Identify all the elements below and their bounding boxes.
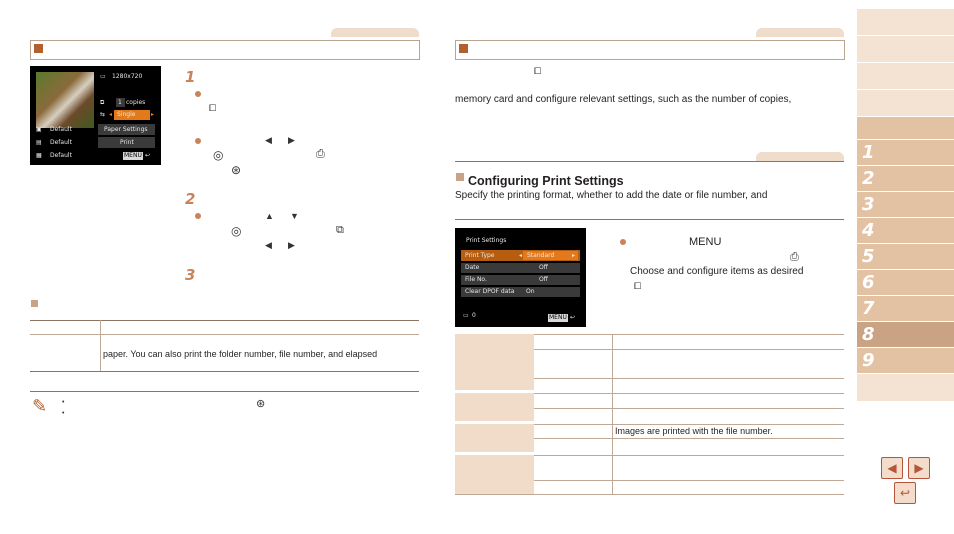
choose-text: Choose and configure items as desired [630, 266, 804, 277]
up-key-icon: ▲ [265, 211, 274, 221]
left-section-bar [30, 40, 420, 60]
copies-count: 1 [118, 99, 122, 106]
left-key-icon-2: ◀ [265, 240, 272, 250]
left-table-line [30, 334, 419, 335]
default-1: Default [50, 126, 72, 133]
next-page-button[interactable]: ▶ [908, 457, 930, 479]
section-square-icon [34, 44, 43, 53]
table-shade-3 [455, 424, 534, 452]
func-set-icon: ⊛ [231, 163, 242, 177]
nav-chapter-7[interactable] [857, 295, 954, 321]
right-tab-header-2 [756, 152, 844, 161]
date-icon: ▣ [36, 126, 42, 133]
step-1-bullet-b [195, 138, 201, 144]
nav-tab-index[interactable] [857, 373, 954, 401]
step-3-number: 3 [185, 266, 196, 284]
right-table-line-4 [534, 393, 844, 394]
subsection-line [455, 161, 844, 162]
return-icon: ↩ [145, 152, 151, 159]
right-table-divider [612, 334, 613, 494]
print-type-label: Print Type [465, 252, 495, 259]
chapter-5-label: 5 [862, 246, 875, 267]
right-table-line-8 [534, 455, 844, 456]
return-icon-right: ↩ [570, 314, 576, 321]
table-shade-4 [455, 455, 534, 495]
control-dial-icon: ◎ [213, 148, 224, 162]
nav-tab-basic[interactable] [857, 35, 954, 62]
right-table-row-text: Images are printed with the file number. [615, 426, 773, 436]
note-top-line [30, 391, 419, 392]
left-table-bottom-line [30, 371, 419, 372]
nav-tab-chapters-header[interactable] [857, 116, 954, 139]
right-table-bottom-line [455, 494, 844, 495]
print-settings-icon: ⧉ [336, 224, 344, 236]
intro-line: memory card and configure relevant settings, such as the number of copies, [455, 94, 792, 105]
print-label: Print [120, 139, 134, 146]
chapter-8-label: 8 [862, 324, 875, 345]
print-type-value: Standard [527, 252, 555, 259]
nav-chapter-1[interactable] [857, 139, 954, 165]
step-2-number: 2 [185, 190, 196, 208]
nav-chapter-4[interactable] [857, 217, 954, 243]
return-button[interactable]: ↩ [894, 482, 916, 504]
camera-print-screen [30, 66, 161, 165]
chapter-1-label: 1 [862, 142, 875, 163]
right-table-line-6 [534, 424, 844, 425]
clear-dpof-label: Clear DPOF data [465, 288, 515, 295]
step-1-bullet-a [195, 91, 201, 97]
chapter-3-label: 3 [862, 194, 875, 215]
nav-chapter-8[interactable] [857, 321, 954, 347]
print-icon-right: ⎙ [790, 251, 799, 263]
nav-chapter-5[interactable] [857, 243, 954, 269]
copies-label: copies [126, 99, 146, 106]
menu-title: Print Settings [466, 237, 507, 244]
book-ref-icon: ⧠ [209, 103, 217, 113]
right-section-bar [455, 40, 845, 60]
right-arrow-icon: ▸ [151, 111, 155, 118]
print-icon: ⎙ [316, 148, 325, 160]
book-ref-icon-right: ⧠ [534, 66, 542, 76]
date-value: Off [539, 264, 548, 271]
image-size-icon: ▭ [100, 73, 106, 80]
menu-step-bullet [620, 239, 626, 245]
func-set-icon-note: ⊛ [256, 398, 266, 410]
image-size-label: 1280x720 [112, 73, 143, 80]
control-dial-icon-2: ◎ [231, 224, 242, 238]
right-table-line-1 [534, 334, 844, 335]
menu-key-label: MENU [689, 236, 722, 248]
book-ref-icon-right-2: ⧠ [634, 281, 642, 291]
default-3: Default [50, 152, 72, 159]
left-key-icon: ◀ [265, 135, 272, 145]
right-key-icon: ▶ [288, 135, 295, 145]
table-shade-1 [455, 334, 534, 390]
left-tab-header [331, 28, 419, 37]
left-table-divider [100, 320, 101, 371]
print-count-icon: ▭ [463, 312, 469, 319]
note-bullet-2: • [62, 410, 65, 417]
copies-icon: ⧉ [100, 99, 105, 106]
prev-page-button[interactable]: ◀ [881, 457, 903, 479]
right-table-line-3 [534, 378, 844, 379]
chapter-4-label: 4 [862, 220, 875, 241]
down-key-icon: ▼ [290, 211, 299, 221]
chapter-6-label: 6 [862, 272, 875, 293]
print-type-left-arrow: ◂ [519, 252, 523, 259]
right-key-icon-2: ▶ [288, 240, 295, 250]
right-table-line-2 [534, 349, 844, 350]
file-no-value: Off [539, 276, 548, 283]
nav-chapter-9[interactable] [857, 347, 954, 373]
left-table-top-line [30, 320, 419, 321]
layout-icon: ⇆ [100, 111, 106, 118]
default-2: Default [50, 139, 72, 146]
note-bullet-1: • [62, 399, 65, 406]
paper-settings-label: Paper Settings [104, 126, 148, 133]
right-table-line-9 [534, 480, 844, 481]
paper-icon: ▦ [36, 152, 42, 159]
print-settings-screen [455, 228, 586, 327]
configure-square-icon [456, 173, 464, 181]
print-count: 0 [472, 312, 476, 319]
print-type-right-arrow: ▸ [572, 252, 576, 259]
file-no-label: File No. [465, 276, 487, 283]
right-table-line-7 [534, 438, 844, 439]
chapter-7-label: 7 [862, 298, 875, 319]
nav-tab-advanced[interactable] [857, 62, 954, 89]
section-title: Configuring Print Settings [468, 174, 624, 188]
clear-dpof-value: On [526, 288, 535, 295]
nav-chapter-6[interactable] [857, 269, 954, 295]
left-arrow-icon: ◂ [109, 111, 113, 118]
step-2-bullet [195, 213, 201, 219]
nav-tab-cover[interactable] [857, 8, 954, 35]
nav-tab-contents[interactable] [857, 89, 954, 116]
file-no-icon: ▤ [36, 139, 42, 146]
nav-chapter-3[interactable] [857, 191, 954, 217]
left-table-row-text: paper. You can also print the folder number, file number, and elapsed [103, 349, 378, 359]
section-desc: Specify the printing format, whether to add the date or file number, and [455, 190, 768, 201]
chapter-9-label: 9 [862, 350, 875, 371]
subsection-square-icon [31, 300, 38, 307]
nav-chapter-2[interactable] [857, 165, 954, 191]
date-label: Date [465, 264, 480, 271]
chapter-2-label: 2 [862, 168, 875, 189]
menu-label: MENU [124, 152, 142, 159]
pencil-note-icon: ✎ [32, 396, 48, 416]
photo-thumbnail [36, 72, 94, 128]
right-table-line-5 [534, 408, 844, 409]
step-1-number: 1 [185, 68, 196, 86]
menu-label-right: MENU [549, 314, 567, 321]
table-shade-2 [455, 393, 534, 421]
single-option: Single [117, 111, 136, 118]
section-square-icon-right [459, 44, 468, 53]
section-desc-line [455, 219, 844, 220]
right-tab-header [756, 28, 844, 37]
